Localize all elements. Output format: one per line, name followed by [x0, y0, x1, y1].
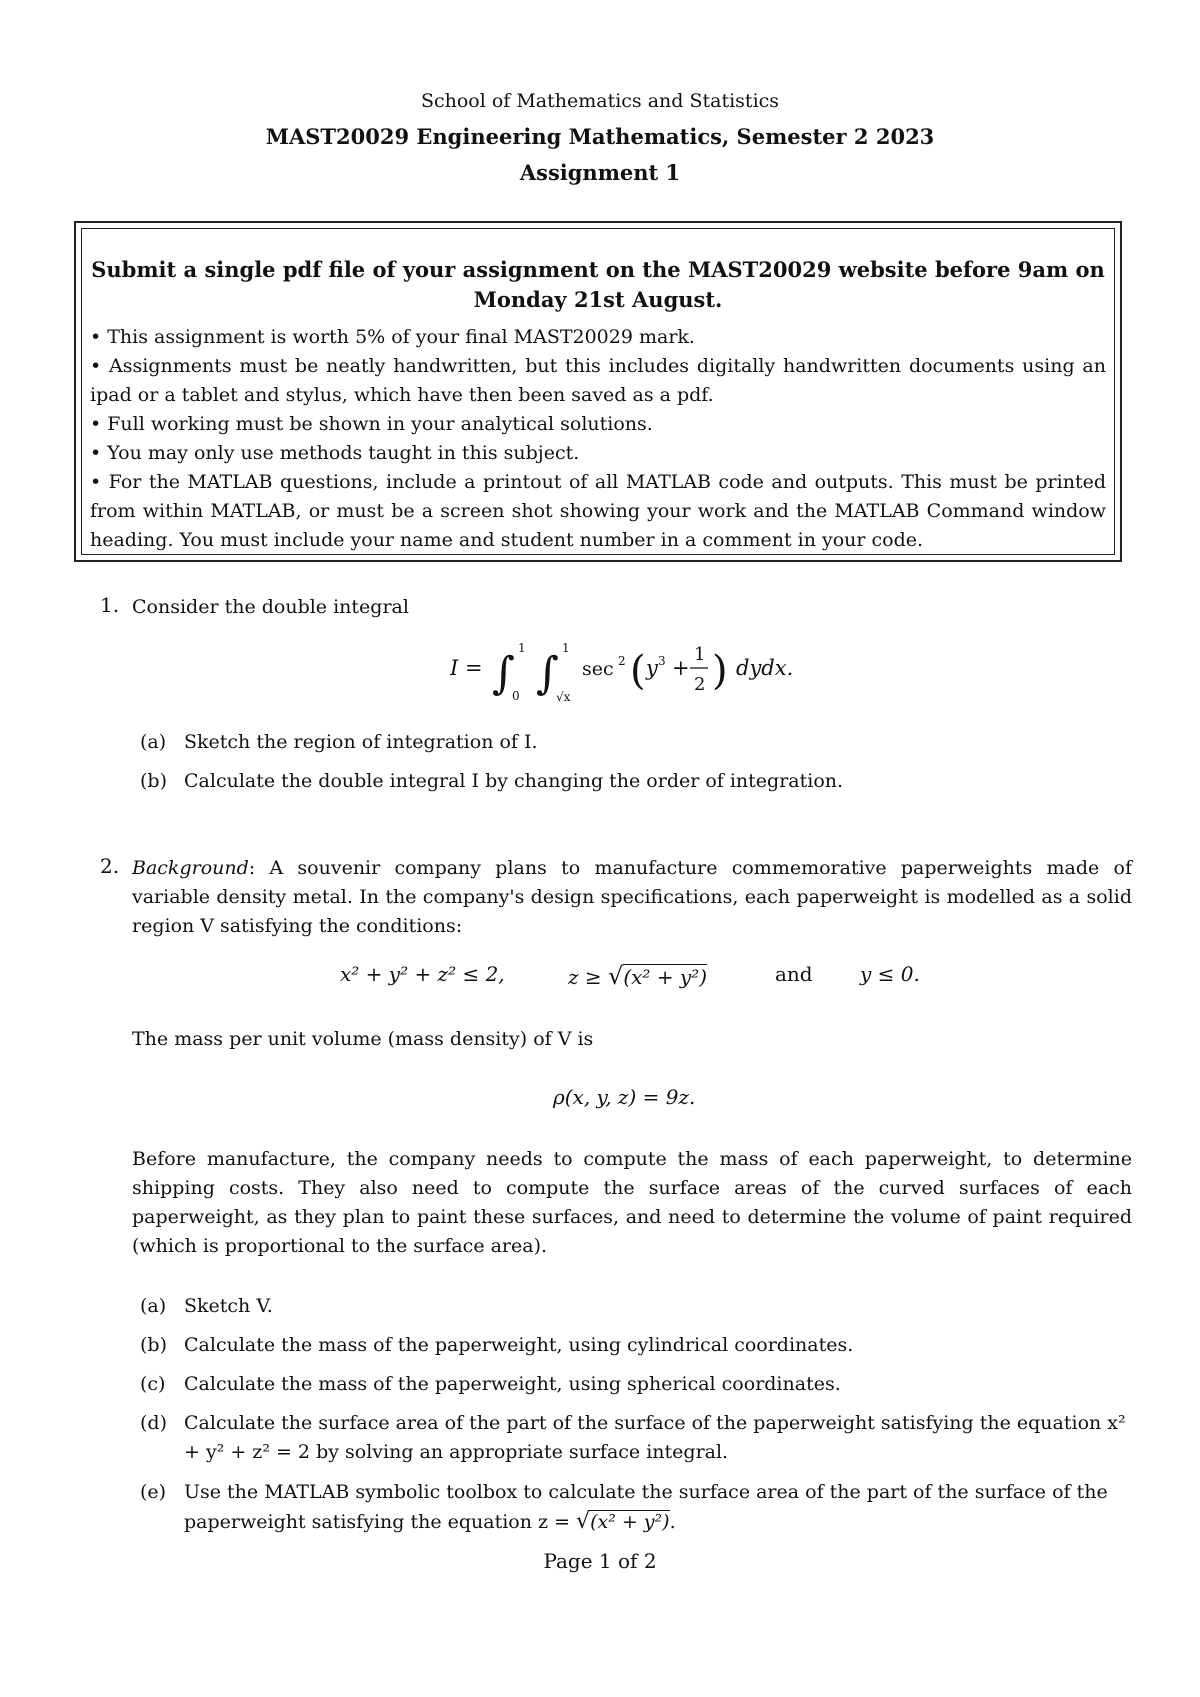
question-number: 1.	[100, 593, 120, 617]
integral-lhs: I =	[450, 656, 483, 680]
instruction-bullet: • Assignments must be neatly handwritten, but this includes digitally handwritten documents using an ipad or a tablet and stylus, which have then been saved as a pdf.	[90, 355, 1106, 406]
outer-lower-limit: 0	[512, 689, 520, 703]
svg-text:∫: ∫	[492, 648, 515, 699]
school-name: School of Mathematics and Statistics	[420, 90, 780, 112]
fraction-numerator: 1	[694, 644, 706, 665]
condition-cone: z ≥ √(x² + y²)	[568, 962, 708, 990]
assignment-title: Assignment 1	[519, 160, 681, 185]
part-label: (a)	[140, 731, 167, 753]
svg-text:): )	[712, 648, 728, 694]
part-text: Calculate the mass of the paperweight, using cylindrical coordinates.	[184, 1334, 854, 1356]
page-footer: Page 1 of 2	[543, 1549, 657, 1573]
background-label: Background	[132, 857, 249, 879]
double-integral-equation	[450, 630, 830, 710]
part-text-b: .	[669, 1511, 676, 1533]
fraction-denominator: 2	[694, 674, 706, 695]
part-text-a: Use the MATLAB symbolic toolbox to calculate the surface area of the part of the surface of the paperweight satisfying the equation z =	[184, 1481, 1108, 1533]
cone-lhs: z ≥	[568, 965, 602, 989]
part-text: Use the MATLAB symbolic toolbox to calculate the surface area of the part of the surface of the paperweight satisfying the equation z = √(x² + y²).	[184, 1481, 1108, 1534]
differential-tail: dydx.	[736, 656, 794, 680]
part-label: (a)	[140, 1295, 167, 1317]
cone-radicand: (x² + y²)	[623, 965, 708, 989]
svg-text:∫: ∫	[536, 648, 559, 699]
background-paragraph	[132, 854, 1132, 941]
part-label: (b)	[140, 770, 167, 792]
integrand-variable: y	[646, 656, 658, 680]
outer-upper-limit: 1	[518, 641, 526, 655]
condition-and: and	[775, 962, 813, 986]
variable-power: 3	[658, 654, 666, 668]
course-title: MAST20029 Engineering Mathematics, Semester 2 2023	[265, 124, 935, 149]
background-text: : A souvenir company plans to manufacture commemorative paperweights made of variable density metal. In the company's design specifications, each paperweight is modelled as a solid region V satisfying the conditions:	[132, 857, 1132, 937]
plus-sign: +	[672, 656, 690, 680]
part-text: Calculate the double integral I by changing the order of integration.	[184, 770, 844, 792]
instruction-bullet: • This assignment is worth 5% of your final MAST20029 mark.	[90, 326, 695, 348]
part-text: Sketch the region of integration of I.	[184, 731, 538, 753]
density-equation: ρ(x, y, z) = 9z.	[553, 1085, 696, 1109]
integrand-power: 2	[618, 654, 626, 668]
question-intro: Consider the double integral	[132, 596, 409, 618]
instructions-box	[74, 221, 1122, 562]
instruction-bullet: • For the MATLAB questions, include a printout of all MATLAB code and outputs. This must be printed from within MATLAB, or must be a screen shot showing your work and the MATLAB Command window heading. You must include your name and student number in a comment in your code.	[90, 471, 1106, 551]
instruction-bullet: • Full working must be shown in your analytical solutions.	[90, 413, 653, 435]
question-number: 2.	[100, 854, 120, 878]
part-text: Calculate the surface area of the part of the surface of the paperweight satisfying the equation x² + y² + z² = 2 by solving an appropriate surface integral.	[184, 1412, 1126, 1463]
part-label: (d)	[140, 1412, 167, 1434]
part-label: (b)	[140, 1334, 167, 1356]
part-text: Calculate the mass of the paperweight, using spherical coordinates.	[184, 1373, 841, 1395]
condition-sphere: x² + y² + z² ≤ 2,	[340, 962, 505, 986]
integrand-function: sec	[582, 658, 614, 680]
part-radicand: (x² + y²)	[590, 1511, 670, 1533]
instruction-bullet: • You may only use methods taught in this subject.	[90, 442, 580, 464]
svg-text:(: (	[630, 648, 646, 694]
part-label: (c)	[140, 1373, 166, 1395]
inner-lower-limit: √x	[556, 690, 571, 704]
inner-upper-limit: 1	[562, 641, 570, 655]
condition-half: y ≤ 0.	[860, 962, 920, 986]
density-intro: The mass per unit volume (mass density) of V is	[132, 1028, 594, 1050]
part-label: (e)	[140, 1481, 167, 1503]
context-paragraph: Before manufacture, the company needs to compute the mass of each paperweight, to determine shipping costs. They also need to compute the surface areas of the curved surfaces of each paperweight, as they plan to paint these surfaces, and need to determine the volume of paint required (which is proportional to the surface area).	[132, 1148, 1132, 1257]
submission-instruction: Submit a single pdf file of your assignment on the MAST20029 website before 9am on Monday 21st August.	[91, 257, 1105, 312]
part-text: Sketch V.	[184, 1295, 273, 1317]
